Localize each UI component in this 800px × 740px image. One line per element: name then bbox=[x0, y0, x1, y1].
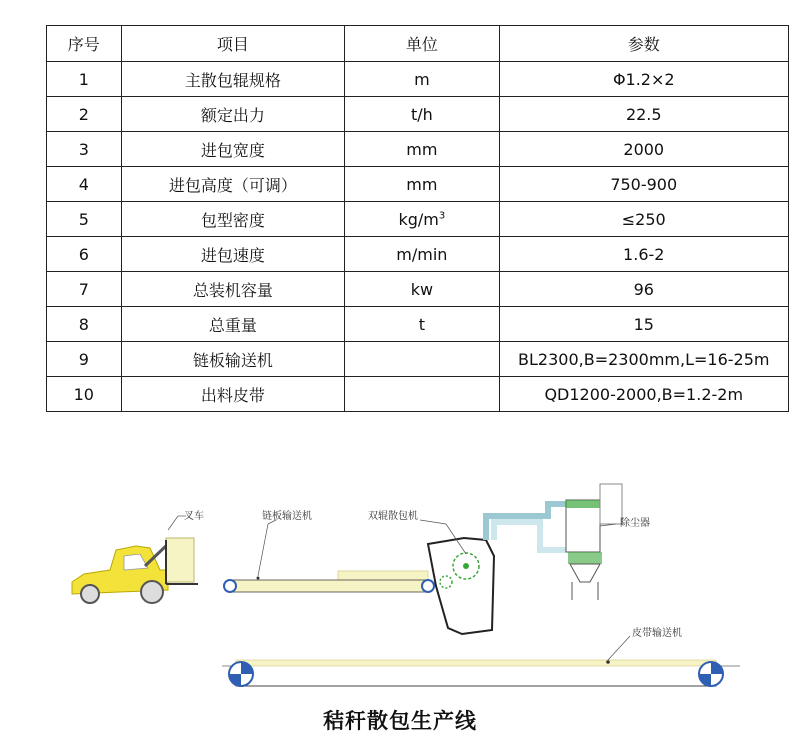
table-header-row bbox=[47, 26, 789, 62]
cell-unit bbox=[345, 377, 499, 412]
label-chain-conveyor: 链板输送机 bbox=[262, 511, 312, 522]
cell-value: 96 bbox=[499, 272, 789, 307]
cell-no: 1 bbox=[47, 62, 122, 97]
cell-value: QD1200-2000,B=1.2-2m bbox=[499, 377, 789, 412]
cell-unit: t/h bbox=[345, 97, 499, 132]
cell-unit bbox=[345, 342, 499, 377]
label-belt-conveyor: 皮带输送机 bbox=[632, 628, 682, 639]
cell-value: 22.5 bbox=[499, 97, 789, 132]
cell-no: 5 bbox=[47, 202, 122, 237]
cell-value: 15 bbox=[499, 307, 789, 342]
cell-unit: t bbox=[345, 307, 499, 342]
label-forklift: 叉车 bbox=[184, 511, 204, 522]
cell-no: 6 bbox=[47, 237, 122, 272]
table-row bbox=[47, 377, 789, 412]
cell-unit: mm bbox=[345, 167, 499, 202]
cell-no: 7 bbox=[47, 272, 122, 307]
cell-no: 9 bbox=[47, 342, 122, 377]
cell-no: 4 bbox=[47, 167, 122, 202]
cell-value: 2000 bbox=[499, 132, 789, 167]
table-row bbox=[47, 167, 789, 202]
dust-duct bbox=[494, 522, 566, 550]
cell-item: 链板输送机 bbox=[121, 342, 345, 377]
unit-superscript: 3 bbox=[438, 210, 446, 222]
table-row bbox=[47, 307, 789, 342]
header-value: 参数 bbox=[499, 26, 789, 62]
cell-item: 出料皮带 bbox=[121, 377, 345, 412]
cell-value: 1.6-2 bbox=[499, 237, 789, 272]
cell-item: 进包速度 bbox=[121, 237, 345, 272]
cell-no: 10 bbox=[47, 377, 122, 412]
header-unit: 单位 bbox=[345, 26, 499, 62]
cell-unit: m/min bbox=[345, 237, 499, 272]
cell-no: 2 bbox=[47, 97, 122, 132]
unit-base: kg/m bbox=[398, 209, 439, 229]
label-double-roller: 双辊散包机 bbox=[368, 511, 418, 522]
cell-item: 主散包辊规格 bbox=[121, 62, 345, 97]
table-row bbox=[47, 132, 789, 167]
cell-unit bbox=[345, 202, 499, 237]
cell-value: Φ1.2×2 bbox=[499, 62, 789, 97]
table-row bbox=[47, 97, 789, 132]
cell-value: ≤250 bbox=[499, 202, 789, 237]
cell-value: BL2300,B=2300mm,L=16-25m bbox=[499, 342, 789, 377]
production-line-diagram bbox=[0, 470, 800, 695]
dust-collector bbox=[566, 484, 622, 600]
cell-item: 总装机容量 bbox=[121, 272, 345, 307]
chain-conveyor bbox=[224, 520, 434, 592]
cell-no: 8 bbox=[47, 307, 122, 342]
header-item: 项目 bbox=[121, 26, 345, 62]
cell-item: 进包宽度 bbox=[121, 132, 345, 167]
table-row bbox=[47, 237, 789, 272]
cell-no: 3 bbox=[47, 132, 122, 167]
table-row bbox=[47, 202, 789, 237]
cell-unit: kw bbox=[345, 272, 499, 307]
table-row bbox=[47, 272, 789, 307]
cell-unit: m bbox=[345, 62, 499, 97]
cell-unit: mm bbox=[345, 132, 499, 167]
forklift bbox=[72, 516, 198, 603]
cell-item: 进包高度（可调） bbox=[121, 167, 345, 202]
cell-item: 包型密度 bbox=[121, 202, 345, 237]
spec-table bbox=[46, 25, 789, 412]
diagram-caption: 秸秆散包生产线 bbox=[323, 709, 477, 733]
table-row bbox=[47, 342, 789, 377]
cell-item: 额定出力 bbox=[121, 97, 345, 132]
label-dust-collector: 除尘器 bbox=[620, 518, 650, 529]
header-no: 序号 bbox=[47, 26, 122, 62]
double-roller-machine bbox=[420, 520, 494, 634]
cell-item: 总重量 bbox=[121, 307, 345, 342]
table-row bbox=[47, 62, 789, 97]
cell-value: 750-900 bbox=[499, 167, 789, 202]
belt-conveyor bbox=[222, 636, 740, 686]
